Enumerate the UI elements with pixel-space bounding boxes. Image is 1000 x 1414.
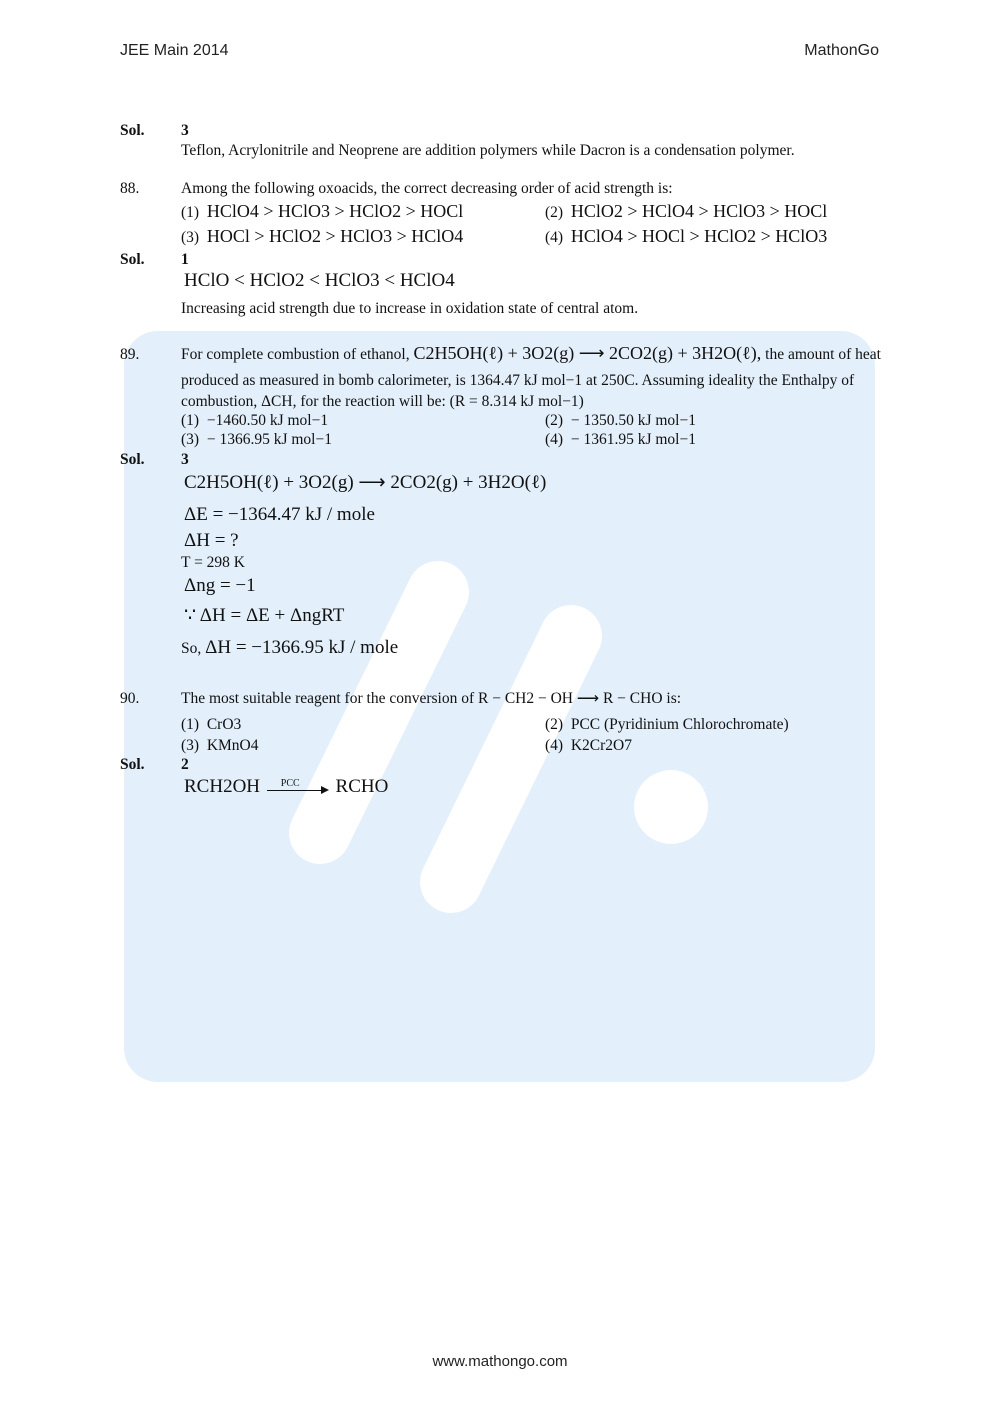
question-reaction: R − CH2 − OH ⟶ R − CHO bbox=[478, 690, 663, 707]
option-number: (1) bbox=[181, 204, 200, 221]
option-3 bbox=[181, 227, 463, 247]
option-4 bbox=[545, 227, 827, 247]
reaction-arrow-icon bbox=[267, 777, 329, 795]
question-text: Among the following oxoacids, the correct decreasing order of acid strength is: bbox=[181, 180, 673, 197]
question-text-line2: produced as measured in bomb calorimeter, is 1364.47 kJ mol−1 at 250C. Assuming ideality the Enthalpy of bbox=[181, 372, 855, 389]
sol-reagent: PCC bbox=[280, 777, 300, 789]
option-1 bbox=[181, 412, 328, 430]
option-number: (2) bbox=[545, 204, 564, 221]
question-reaction: C2H5OH(ℓ) + 3O2(g) ⟶ 2CO2(g) + 3H2O(ℓ), bbox=[413, 343, 762, 363]
question-text bbox=[181, 690, 681, 708]
option-text: − 1366.95 kJ mol−1 bbox=[206, 431, 332, 448]
question-text-line3: combustion, ΔCH, for the reaction will be: (R = 8.314 kJ mol−1) bbox=[181, 393, 584, 410]
sol-label: Sol. bbox=[120, 251, 145, 268]
sol-product: RCHO bbox=[335, 776, 389, 797]
sol-answer: 3 bbox=[181, 451, 189, 468]
sol-temperature: T = 298 K bbox=[181, 554, 245, 571]
option-number: (4) bbox=[545, 431, 564, 448]
question-suffix: is: bbox=[666, 690, 682, 707]
header-title: JEE Main 2014 bbox=[120, 42, 229, 59]
option-1 bbox=[181, 202, 463, 222]
option-4 bbox=[545, 431, 696, 449]
sol-answer: 1 bbox=[181, 251, 189, 268]
option-text: HClO2 > HClO4 > HClO3 > HOCl bbox=[570, 201, 828, 221]
question-number: 89. bbox=[120, 346, 140, 363]
question-suffix: the amount of heat bbox=[765, 346, 881, 363]
sol-delta-e: ΔE = −1364.47 kJ / mole bbox=[184, 504, 375, 525]
option-text: − 1361.95 kJ mol−1 bbox=[570, 431, 696, 448]
option-2 bbox=[545, 202, 827, 222]
sol-label: Sol. bbox=[120, 122, 145, 139]
option-text: HOCl > HClO2 > HClO3 > HClO4 bbox=[206, 226, 464, 246]
option-2 bbox=[545, 716, 789, 734]
question-prefix: The most suitable reagent for the conversion of bbox=[181, 690, 475, 707]
option-text: −1460.50 kJ mol−1 bbox=[206, 412, 329, 429]
option-number: (3) bbox=[181, 431, 200, 448]
option-number: (4) bbox=[545, 737, 564, 754]
option-3 bbox=[181, 737, 259, 755]
option-4 bbox=[545, 737, 632, 755]
question-number: 90. bbox=[120, 690, 140, 707]
option-number: (4) bbox=[545, 229, 564, 246]
sol-text: Increasing acid strength due to increase in oxidation state of central atom. bbox=[181, 300, 639, 317]
option-text: K2Cr2O7 bbox=[570, 737, 632, 754]
option-text: HClO4 > HClO3 > HClO2 > HOCl bbox=[206, 201, 464, 221]
header-brand: MathonGo bbox=[804, 42, 879, 59]
option-text: CrO3 bbox=[206, 716, 242, 733]
option-2 bbox=[545, 412, 696, 430]
sol-label: Sol. bbox=[120, 756, 145, 773]
footer-url[interactable]: www.mathongo.com bbox=[432, 1353, 568, 1370]
sol-equation: HClO < HClO2 < HClO3 < HClO4 bbox=[184, 270, 455, 291]
option-number: (3) bbox=[181, 737, 200, 754]
option-3 bbox=[181, 431, 332, 449]
option-text: PCC (Pyridinium Chlorochromate) bbox=[570, 716, 789, 733]
option-number: (1) bbox=[181, 716, 200, 733]
sol-reactant: RCH2OH bbox=[184, 776, 261, 797]
sol-so: So, bbox=[181, 640, 202, 657]
option-1 bbox=[181, 716, 241, 734]
sol-reaction: C2H5OH(ℓ) + 3O2(g) ⟶ 2CO2(g) + 3H2O(ℓ) bbox=[184, 472, 547, 493]
option-text: HClO4 > HOCl > HClO2 > HClO3 bbox=[570, 226, 828, 246]
question-prefix: For complete combustion of ethanol, bbox=[181, 346, 410, 363]
sol-label: Sol. bbox=[120, 451, 145, 468]
question-number: 88. bbox=[120, 180, 140, 197]
sol-delta-h: ΔH = ? bbox=[184, 530, 239, 551]
option-number: (3) bbox=[181, 229, 200, 246]
sol-delta-ng: Δng = −1 bbox=[184, 575, 256, 596]
option-number: (1) bbox=[181, 412, 200, 429]
option-text: − 1350.50 kJ mol−1 bbox=[570, 412, 696, 429]
sol-result-line bbox=[181, 639, 398, 658]
sol-text: Teflon, Acrylonitrile and Neoprene are addition polymers while Dacron is a condensation polymer. bbox=[181, 142, 795, 159]
sol-reaction bbox=[184, 778, 388, 796]
option-number: (2) bbox=[545, 716, 564, 733]
sol-result: ΔH = −1366.95 kJ / mole bbox=[205, 637, 399, 658]
option-text: KMnO4 bbox=[206, 737, 259, 754]
question-text-line1 bbox=[181, 344, 881, 364]
sol-answer: 3 bbox=[181, 122, 189, 139]
option-number: (2) bbox=[545, 412, 564, 429]
sol-answer: 2 bbox=[181, 756, 189, 773]
sol-formula: ∵ ΔH = ΔE + ΔngRT bbox=[184, 605, 345, 626]
